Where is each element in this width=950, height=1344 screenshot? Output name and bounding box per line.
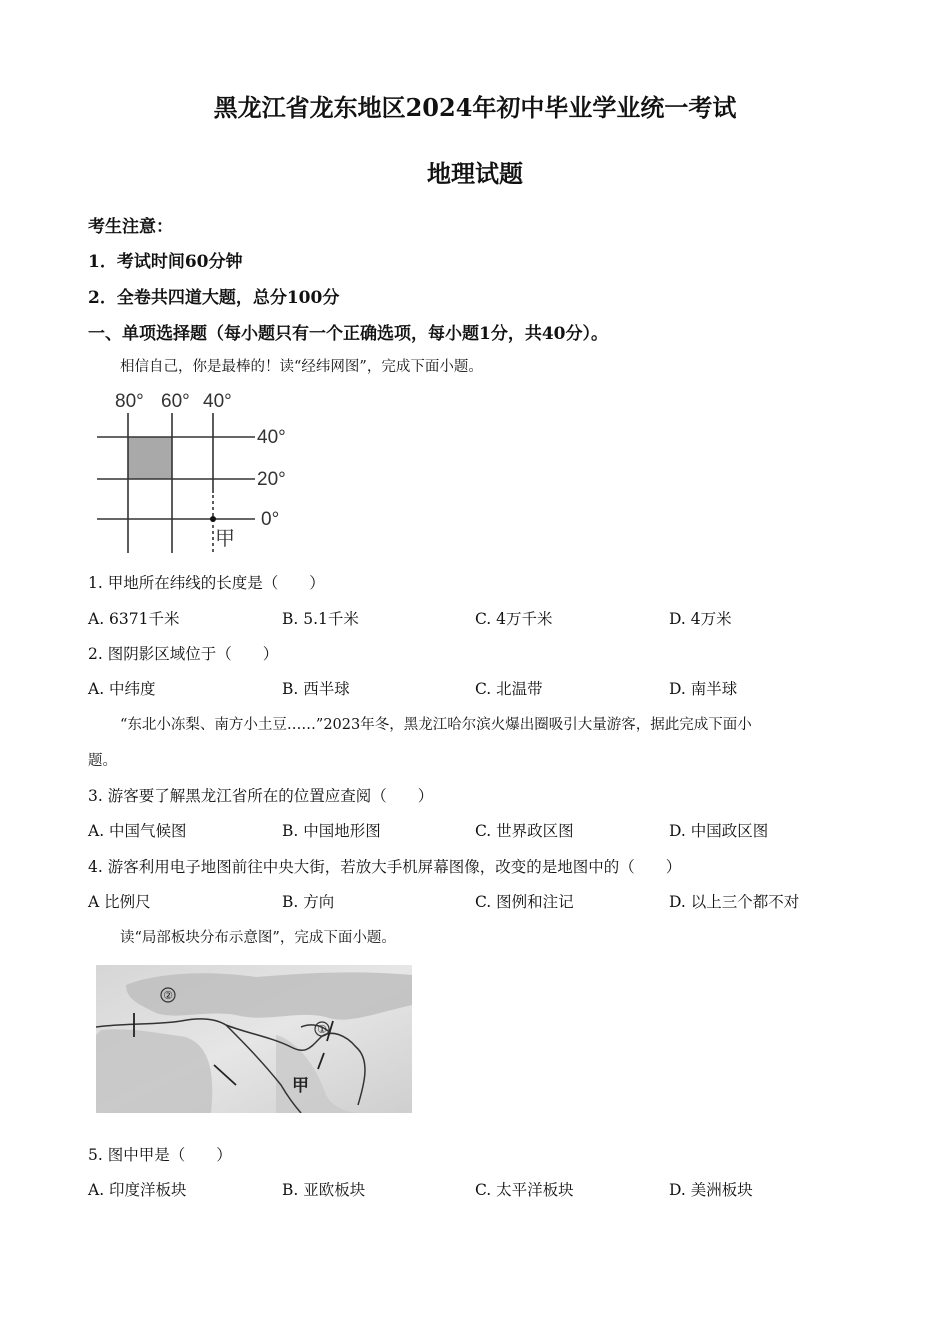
option-c[interactable]: C. 图例和注记	[475, 893, 574, 911]
section-heading: 一、单项选择题（每小题只有一个正确选项，每小题1分，共40分）。	[88, 324, 608, 344]
lat-lon-grid-figure	[95, 385, 305, 555]
intro-grid-map: 相信自己，你是最棒的！读“经纬网图”，完成下面小题。	[120, 359, 483, 375]
option-c[interactable]: C. 北温带	[475, 680, 543, 698]
question-stem: 5. 图中甲是（ ）	[88, 1146, 232, 1164]
plate-jia-label: 甲	[292, 1076, 309, 1095]
option-b[interactable]: B. 亚欧板块	[282, 1181, 366, 1199]
option-b[interactable]: B. 西半球	[282, 680, 350, 698]
option-a[interactable]: A. 印度洋板块	[88, 1181, 187, 1199]
lat-label: 20°	[257, 469, 286, 490]
point-jia-label: 甲	[215, 528, 235, 550]
option-d[interactable]: D. 美洲板块	[669, 1181, 753, 1199]
option-c[interactable]: C. 世界政区图	[475, 822, 574, 840]
question-stem: 1. 甲地所在纬线的长度是（ ）	[88, 574, 325, 592]
option-a[interactable]: A. 中国气候图	[88, 822, 187, 840]
option-d[interactable]: D. 4万米	[669, 610, 732, 628]
option-a[interactable]: A 比例尺	[88, 893, 151, 911]
notice-item: 1．考试时间60分钟	[88, 252, 243, 272]
option-b[interactable]: B. 方向	[282, 893, 335, 911]
option-d[interactable]: D. 中国政区图	[669, 822, 769, 840]
intro-plate-map: 读“局部板块分布示意图”，完成下面小题。	[120, 930, 396, 946]
lon-label: 40°	[203, 391, 232, 412]
lat-label: 0°	[261, 509, 280, 530]
option-b[interactable]: B. 中国地形图	[282, 822, 381, 840]
option-c[interactable]: C. 太平洋板块	[475, 1181, 574, 1199]
option-d[interactable]: D. 南半球	[669, 680, 738, 698]
option-d[interactable]: D. 以上三个都不对	[669, 893, 800, 911]
intro-harbin-cont: 题。	[88, 753, 117, 769]
question-stem: 4. 游客利用电子地图前往中央大街，若放大手机屏幕图像，改变的是地图中的（ ）	[88, 858, 682, 876]
question-stem: 2. 图阴影区域位于（ ）	[88, 645, 279, 663]
option-c[interactable]: C. 4万千米	[475, 610, 553, 628]
marker-2-label: ②	[163, 990, 173, 1002]
question-stem: 3. 游客要了解黑龙江省所在的位置应查阅（ ）	[88, 787, 434, 805]
marker-1-label: ①	[317, 1024, 327, 1036]
notice-item: 2．全卷共四道大题，总分100分	[88, 288, 340, 308]
option-a[interactable]: A. 中纬度	[88, 680, 156, 698]
intro-harbin: “东北小冻梨、南方小土豆……”2023年冬，黑龙江哈尔滨火爆出圈吸引大量游客，据此完成下面小	[120, 717, 752, 733]
shaded-region	[128, 437, 172, 479]
option-b[interactable]: B. 5.1千米	[282, 610, 359, 628]
option-a[interactable]: A. 6371千米	[88, 610, 180, 628]
point-jia-marker	[210, 516, 216, 522]
notice-heading: 考生注意：	[88, 217, 173, 237]
lon-label: 80°	[115, 391, 144, 412]
plate-distribution-map	[96, 965, 412, 1113]
exam-title: 黑龙江省龙东地区2024年初中毕业学业统一考试	[213, 93, 737, 122]
lon-label: 60°	[161, 391, 190, 412]
lat-label: 40°	[257, 427, 286, 448]
exam-subtitle: 地理试题	[427, 159, 523, 188]
